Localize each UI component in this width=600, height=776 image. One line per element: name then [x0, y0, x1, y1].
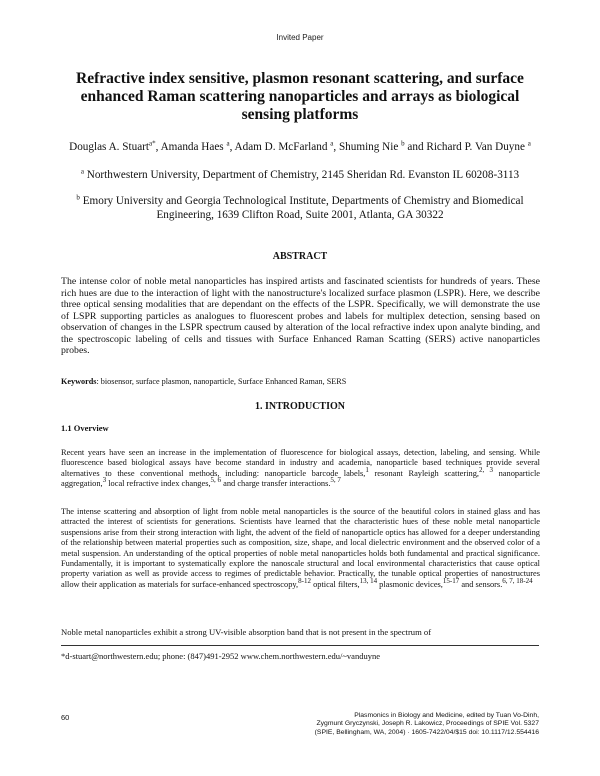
paragraph-text-run: and charge transfer interactions. — [221, 479, 331, 489]
keywords — [61, 377, 540, 387]
author-name: Shuming Nie — [338, 141, 399, 153]
author-affiliation-mark: a — [330, 139, 334, 148]
citation-line: Plasmonics in Biology and Medicine, edited by Tuan Vo-Dinh, — [354, 712, 539, 719]
author-affiliation-mark: a — [527, 139, 531, 148]
author-name: Douglas A. Stuart — [69, 141, 149, 153]
affiliation-a — [60, 168, 540, 182]
paragraph-text-run: and sensors. — [459, 579, 503, 589]
author-separator: , — [155, 141, 161, 153]
citation-superscript: 15-17 — [442, 577, 460, 586]
section-heading: 1. INTRODUCTION — [254, 401, 345, 412]
intro-paragraph-3: Noble metal nanoparticles exhibit a strong UV-visible absorption band that is not present in the spectrum of — [61, 627, 432, 637]
paragraph-text-run: plasmonic devices, — [377, 579, 443, 589]
citation-superscript: 1 — [365, 466, 369, 475]
author-affiliation-mark: b — [401, 139, 405, 148]
paragraph-text-run: optical filters, — [310, 579, 360, 589]
affiliation-text: Emory University and Georgia Technological Institute, Departments of Chemistry and Biomedical Engineering, 1639 Clifton Road, Suite 2001, Atlanta, GA 30322 — [82, 195, 524, 221]
affiliation-label: a — [80, 167, 84, 176]
citation-superscript: 13, 14 — [359, 577, 378, 586]
corresponding-author-footnote: *d-stuart@northwestern.edu; phone: (847)491-2952 www.chem.northwestern.edu/~vanduyne — [61, 651, 380, 661]
author-separator: and — [404, 141, 427, 153]
author-name: Amanda Haes — [160, 141, 224, 153]
keywords-text: : biosensor, surface plasmon, nanoparticle, Surface Enhanced Raman, SERS — [96, 377, 347, 386]
author-affiliation-mark: a* — [149, 139, 156, 148]
citation-line: (SPIE, Bellingham, WA, 2004) · 1605-7422/04/$15 doi: 10.1117/12.554416 — [314, 728, 539, 736]
citation-superscript: 3 — [102, 476, 107, 485]
paragraph-text-run: The intense scattering and absorption of light from noble metal nanoparticles is the source of the beautiful colors in stained glass and has attracted the interest of scientists for generations. Scientists have learned that the characteristic hues of these noble metal nanoparticle suspensions arise from their strong interaction with light, the advent of the field of nanoparticle optics has allowed for a deeper understanding of the relationship between material properties such as composition, size, shape, and local dielectric environment and the observed color of a metal suspension. An understanding of the optical properties of noble metal nanoparticles holds both fundamental and practical significance. Fundamentally, it is important to systematically explore the nanoscale structural and local environmental characteristics that cause optical property variation as well as provide access to regimes of predictable behavior. Practically, the tunable optical properties of nanostructures allow their application as materials for surface-enhanced spectroscopy, — [61, 507, 540, 589]
affiliation-label: b — [76, 193, 80, 202]
footnote-divider — [61, 645, 539, 646]
affiliation-text: Northwestern University, Department of Chemistry, 2145 Sheridan Rd. Evanston IL 60208-3113 — [86, 169, 520, 181]
author-separator: , — [333, 141, 339, 153]
citation-superscript: 5, 7 — [330, 476, 341, 485]
abstract-heading: ABSTRACT — [272, 251, 328, 262]
citation-superscript: 2, 3 — [479, 466, 494, 475]
citation-line: Zygmunt Gryczynski, Joseph R. Lakowicz, Proceedings of SPIE Vol. 5327 — [316, 720, 539, 728]
abstract-text: The intense color of noble metal nanoparticles has inspired artists and fascinated scientists for hundreds of years. These rich hues are due to the interaction of light with the nanostructure's localized surface plasmon (LSPR). Here, we describe three optical sensing modalities that are dependant on the effects of the LSPR. Specifically, we will demonstrate the use of LSPR supporting particles as analogues to fluorescent probes and labels for multiplex detection, sensing based on observation of changes in the LSPR spectrum caused by alteration of the local refractive index upon analyte binding, and the spectroscopic labeling of cells and tissues with Surface Enhanced Raman Scatting (SERS) active nanoparticles probes. — [61, 276, 540, 356]
paragraph-text-run: local refractive index changes, — [106, 479, 211, 489]
affiliation-b — [60, 194, 540, 222]
intro-paragraph-1 — [61, 448, 540, 490]
author-separator: , — [229, 141, 235, 153]
author-affiliation-mark: a — [226, 139, 230, 148]
subsection-heading: 1.1 Overview — [61, 423, 109, 433]
paragraph-text-run: resonant Rayleigh scattering, — [368, 468, 479, 478]
invited-paper-note: Invited Paper — [276, 33, 324, 42]
intro-paragraph-2 — [61, 507, 540, 590]
citation-superscript: 5, 6 — [210, 476, 222, 485]
paragraph-text-run: Recent years have seen an increase in the implementation of fluorescence for biological assays, detection, labeling, and sensing. While fluorescence based biological assays have become standard in industry and academia, nanoparticle based techniques provide several alternatives to these conventional methods, including: nanoparticle barcode labels, — [61, 448, 540, 478]
proceedings-citation — [279, 712, 539, 737]
page-number: 60 — [61, 713, 70, 722]
author-name: Adam D. McFarland — [234, 141, 328, 153]
citation-superscript: 8-12 — [298, 577, 311, 586]
author-list — [60, 140, 540, 154]
paragraph-text-run: nanoparticle aggregation, — [61, 468, 541, 489]
citation-superscript: 6, 7, 18-24 — [502, 577, 533, 586]
paper-title: Refractive index sensitive, plasmon resonant scattering, and surface enhanced Raman scattering nanoparticles and arrays as biological sensing platforms — [76, 70, 524, 123]
author-name: Richard P. Van Duyne — [426, 141, 525, 153]
keywords-label: Keywords — [61, 377, 97, 386]
